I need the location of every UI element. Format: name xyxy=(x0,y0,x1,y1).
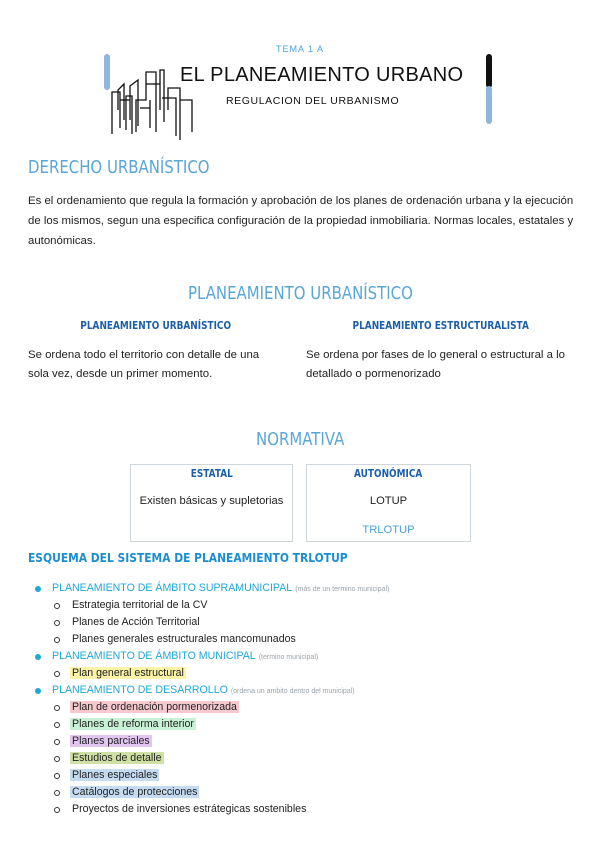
list-item-text: Planes de Acción Territorial xyxy=(72,616,200,628)
list-item xyxy=(0,718,600,734)
topic-label: TEMA 1 A xyxy=(275,44,325,54)
urbanistico-column-heading-text: PLANEAMIENTO URBANÍSTICO xyxy=(80,320,231,332)
normativa-heading-text: NORMATIVA xyxy=(255,429,345,450)
estatal-box xyxy=(130,464,293,542)
autonomica-box xyxy=(306,464,471,542)
list-item-text: Planes generales estructurales mancomunados xyxy=(72,633,296,645)
planeamiento-heading-text: PLANEAMIENTO URBANÍSTICO xyxy=(187,283,413,304)
list-item xyxy=(0,786,600,802)
urbanistico-column-heading xyxy=(28,320,283,332)
group-note: (ordena un ambito dentro del municipal) xyxy=(230,688,355,695)
list-item-text: Estrategia territorial de la CV xyxy=(72,599,208,611)
bullet-ring-icon xyxy=(54,637,60,643)
bullet-dot-icon xyxy=(35,654,41,660)
list-item xyxy=(0,599,600,615)
bullet-ring-icon xyxy=(54,620,60,626)
right-dark-bar xyxy=(486,54,492,88)
estatal-heading xyxy=(131,468,292,480)
group-label xyxy=(52,582,389,594)
bullet-ring-icon xyxy=(54,671,60,677)
estatal-text: Existen básicas y supletorias xyxy=(139,495,284,507)
bullet-ring-icon xyxy=(54,790,60,796)
estructuralista-column-heading-text: PLANEAMIENTO ESTRUCTURALISTA xyxy=(352,320,530,332)
list-item-text: Proyectos de inversiones estrátegicas sostenibles xyxy=(72,803,307,815)
list-item xyxy=(0,616,600,632)
list-item xyxy=(0,803,600,819)
bullet-ring-icon xyxy=(54,756,60,762)
bullet-ring-icon xyxy=(54,807,60,813)
bullet-ring-icon xyxy=(54,603,60,609)
list-item-text: Planes de reforma interior xyxy=(72,718,194,730)
estructuralista-column-heading xyxy=(306,320,576,332)
list-item-text: Planes parciales xyxy=(72,735,150,747)
list-item-text: Estudios de detalle xyxy=(72,752,162,764)
group-label xyxy=(52,650,318,662)
bullet-ring-icon xyxy=(54,739,60,745)
group-note: (más de un termino municipal) xyxy=(295,586,390,593)
right-accent-bar xyxy=(486,86,492,124)
normativa-heading xyxy=(0,429,600,450)
bullet-ring-icon xyxy=(54,773,60,779)
derecho-heading: DERECHO URBANÍSTICO xyxy=(28,157,210,178)
document-header xyxy=(0,0,600,140)
list-item xyxy=(0,633,600,649)
left-accent-bar xyxy=(104,54,110,90)
list-item-text: Plan general estructural xyxy=(72,667,184,679)
autonomica-trlotup: TRLOTUP xyxy=(362,524,415,536)
list-item xyxy=(0,735,600,751)
estatal-heading-text: ESTATAL xyxy=(190,468,233,480)
list-item-text: Plan de ordenación pormenorizada xyxy=(72,701,237,713)
page-subtitle: REGULACION DEL URBANISMO xyxy=(226,95,400,107)
urbanistico-column-text: Se ordena todo el territorio con detalle de una sola vez, desde un primer momento. xyxy=(28,349,260,380)
list-item-group xyxy=(0,582,600,598)
list-item xyxy=(0,667,600,683)
derecho-paragraph: Es el ordenamiento que regula la formación y aprobación de los planes de ordenación urbana y la ejecución de los mismos, segun una especifica configuración de la propiedad inmobiliaria. Normas locales, estatales y autonómicas. xyxy=(28,195,574,247)
planeamiento-heading xyxy=(0,283,600,304)
autonomica-heading-text: AUTONÓMICA xyxy=(354,468,423,480)
group-label xyxy=(52,684,355,696)
list-item xyxy=(0,752,600,768)
bullet-dot-icon xyxy=(35,688,41,694)
estructuralista-column-text: Se ordena por fases de lo general o estructural a lo detallado o pormenorizado xyxy=(306,349,565,380)
group-label-text: PLANEAMIENTO DE ÁMBITO MUNICIPAL xyxy=(52,650,256,662)
list-item xyxy=(0,769,600,785)
page-title: EL PLANEAMIENTO URBANO xyxy=(180,64,464,86)
list-item-text: Catálogos de protecciones xyxy=(72,786,198,798)
list-item-group xyxy=(0,650,600,666)
bullet-ring-icon xyxy=(54,705,60,711)
bullet-dot-icon xyxy=(35,586,41,592)
list-item-group xyxy=(0,684,600,700)
list-item xyxy=(0,701,600,717)
list-item-text: Planes especiales xyxy=(72,769,158,781)
group-note: (termino municipal) xyxy=(258,654,319,661)
bullet-ring-icon xyxy=(54,722,60,728)
autonomica-lotup: LOTUP xyxy=(369,495,408,507)
autonomica-heading xyxy=(307,468,470,480)
group-label-text: PLANEAMIENTO DE ÁMBITO SUPRAMUNICIPAL xyxy=(52,582,293,594)
esquema-heading: ESQUEMA DEL SISTEMA DE PLANEAMIENTO TRLOTUP xyxy=(28,550,348,565)
group-label-text: PLANEAMIENTO DE DESARROLLO xyxy=(52,684,228,696)
